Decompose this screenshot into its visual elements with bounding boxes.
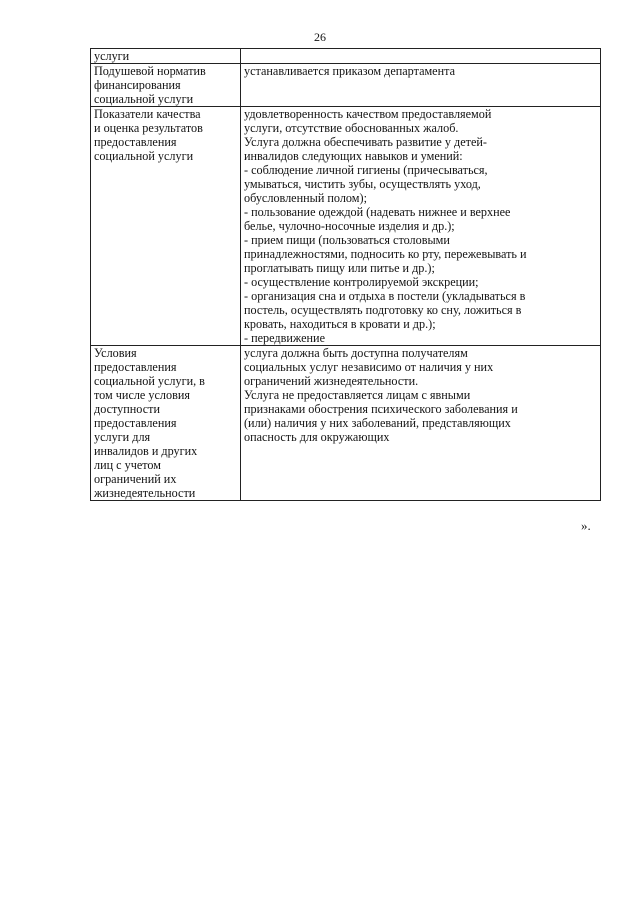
row-content-line: социальных услуг независимо от наличия у них xyxy=(244,360,494,374)
row-content-line: обусловленный полом); xyxy=(244,191,367,205)
service-standard-table xyxy=(90,48,601,501)
row-content-line: - пользование одеждой (надевать нижнее и верхнее xyxy=(244,205,511,219)
row-label-line: жизнедеятельности xyxy=(94,486,196,500)
row-content-cell xyxy=(241,107,601,346)
row-content-line: - передвижение xyxy=(244,331,325,345)
row-content-line: принадлежностями, подносить ко рту, пережевывать и xyxy=(244,247,527,261)
row-content-line: услуги, отсутствие обоснованных жалоб. xyxy=(244,121,459,135)
table-row xyxy=(91,107,601,346)
row-content-line: - соблюдение личной гигиены (причесываться, xyxy=(244,163,488,177)
row-content-cell xyxy=(241,346,601,501)
row-label-line: социальной услуги xyxy=(94,149,194,163)
row-label-line: ограничений их xyxy=(94,472,177,486)
row-content-cell xyxy=(241,64,601,107)
row-content-line: признаками обострения психического заболевания и xyxy=(244,402,518,416)
row-content-line: - организация сна и отдыха в постели (укладываться в xyxy=(244,289,526,303)
row-label-cell xyxy=(91,346,241,501)
row-content-line: опасность для окружающих xyxy=(244,430,390,444)
row-label-cell xyxy=(91,49,241,64)
row-label-line: лиц с учетом xyxy=(94,458,162,472)
row-label-line: финансирования xyxy=(94,78,181,92)
row-content-line: инвалидов следующих навыков и умений: xyxy=(244,149,463,163)
row-content-line: устанавливается приказом департамента xyxy=(244,64,456,78)
row-content-line: услуга должна быть доступна получателям xyxy=(244,346,468,360)
row-content-line: Услуга не предоставляется лицам с явными xyxy=(244,388,471,402)
row-label-line: предоставления xyxy=(94,135,177,149)
row-label-cell xyxy=(91,64,241,107)
row-content-line: белье, чулочно-носочные изделия и др.); xyxy=(244,219,455,233)
row-content-line: (или) наличия у них заболеваний, представляющих xyxy=(244,416,511,430)
table-row xyxy=(91,49,601,64)
row-label-line: Показатели качества xyxy=(94,107,201,121)
row-label-line: социальной услуги xyxy=(94,92,194,106)
row-content-cell xyxy=(241,49,601,64)
row-content-line: - прием пищи (пользоваться столовыми xyxy=(244,233,450,247)
row-label-line: социальной услуги, в xyxy=(94,374,205,388)
row-label-line: инвалидов и других xyxy=(94,444,198,458)
row-content-line: ограничений жизнедеятельности. xyxy=(244,374,419,388)
row-content-line: постель, осуществлять подготовку ко сну, ложиться в xyxy=(244,303,522,317)
row-label-line: и оценка результатов xyxy=(94,121,203,135)
row-content-line: - осуществление контролируемой экскреции; xyxy=(244,275,479,289)
closing-quote-mark: ». xyxy=(581,518,591,533)
row-content-line: проглатывать пищу или питье и др.); xyxy=(244,261,435,275)
row-content-line: умываться, чистить зубы, осуществлять уход, xyxy=(244,177,481,191)
row-label-line: Подушевой норматив xyxy=(94,64,206,78)
row-label-line: Условия xyxy=(94,346,137,360)
row-label-line: предоставления xyxy=(94,360,177,374)
row-content-line: удовлетворенность качеством предоставляемой xyxy=(244,107,492,121)
row-content-line: Услуга должна обеспечивать развитие у детей- xyxy=(244,135,487,149)
page-number: 26 xyxy=(314,30,326,44)
row-content-line: кровать, находиться в кровати и др.); xyxy=(244,317,436,331)
row-label-cell xyxy=(91,107,241,346)
row-label-line: услуги xyxy=(94,49,130,63)
row-label-line: предоставления xyxy=(94,416,177,430)
table-row xyxy=(91,346,601,501)
table-row xyxy=(91,64,601,107)
row-label-line: доступности xyxy=(94,402,160,416)
row-label-line: том числе условия xyxy=(94,388,190,402)
row-label-line: услуги для xyxy=(94,430,151,444)
